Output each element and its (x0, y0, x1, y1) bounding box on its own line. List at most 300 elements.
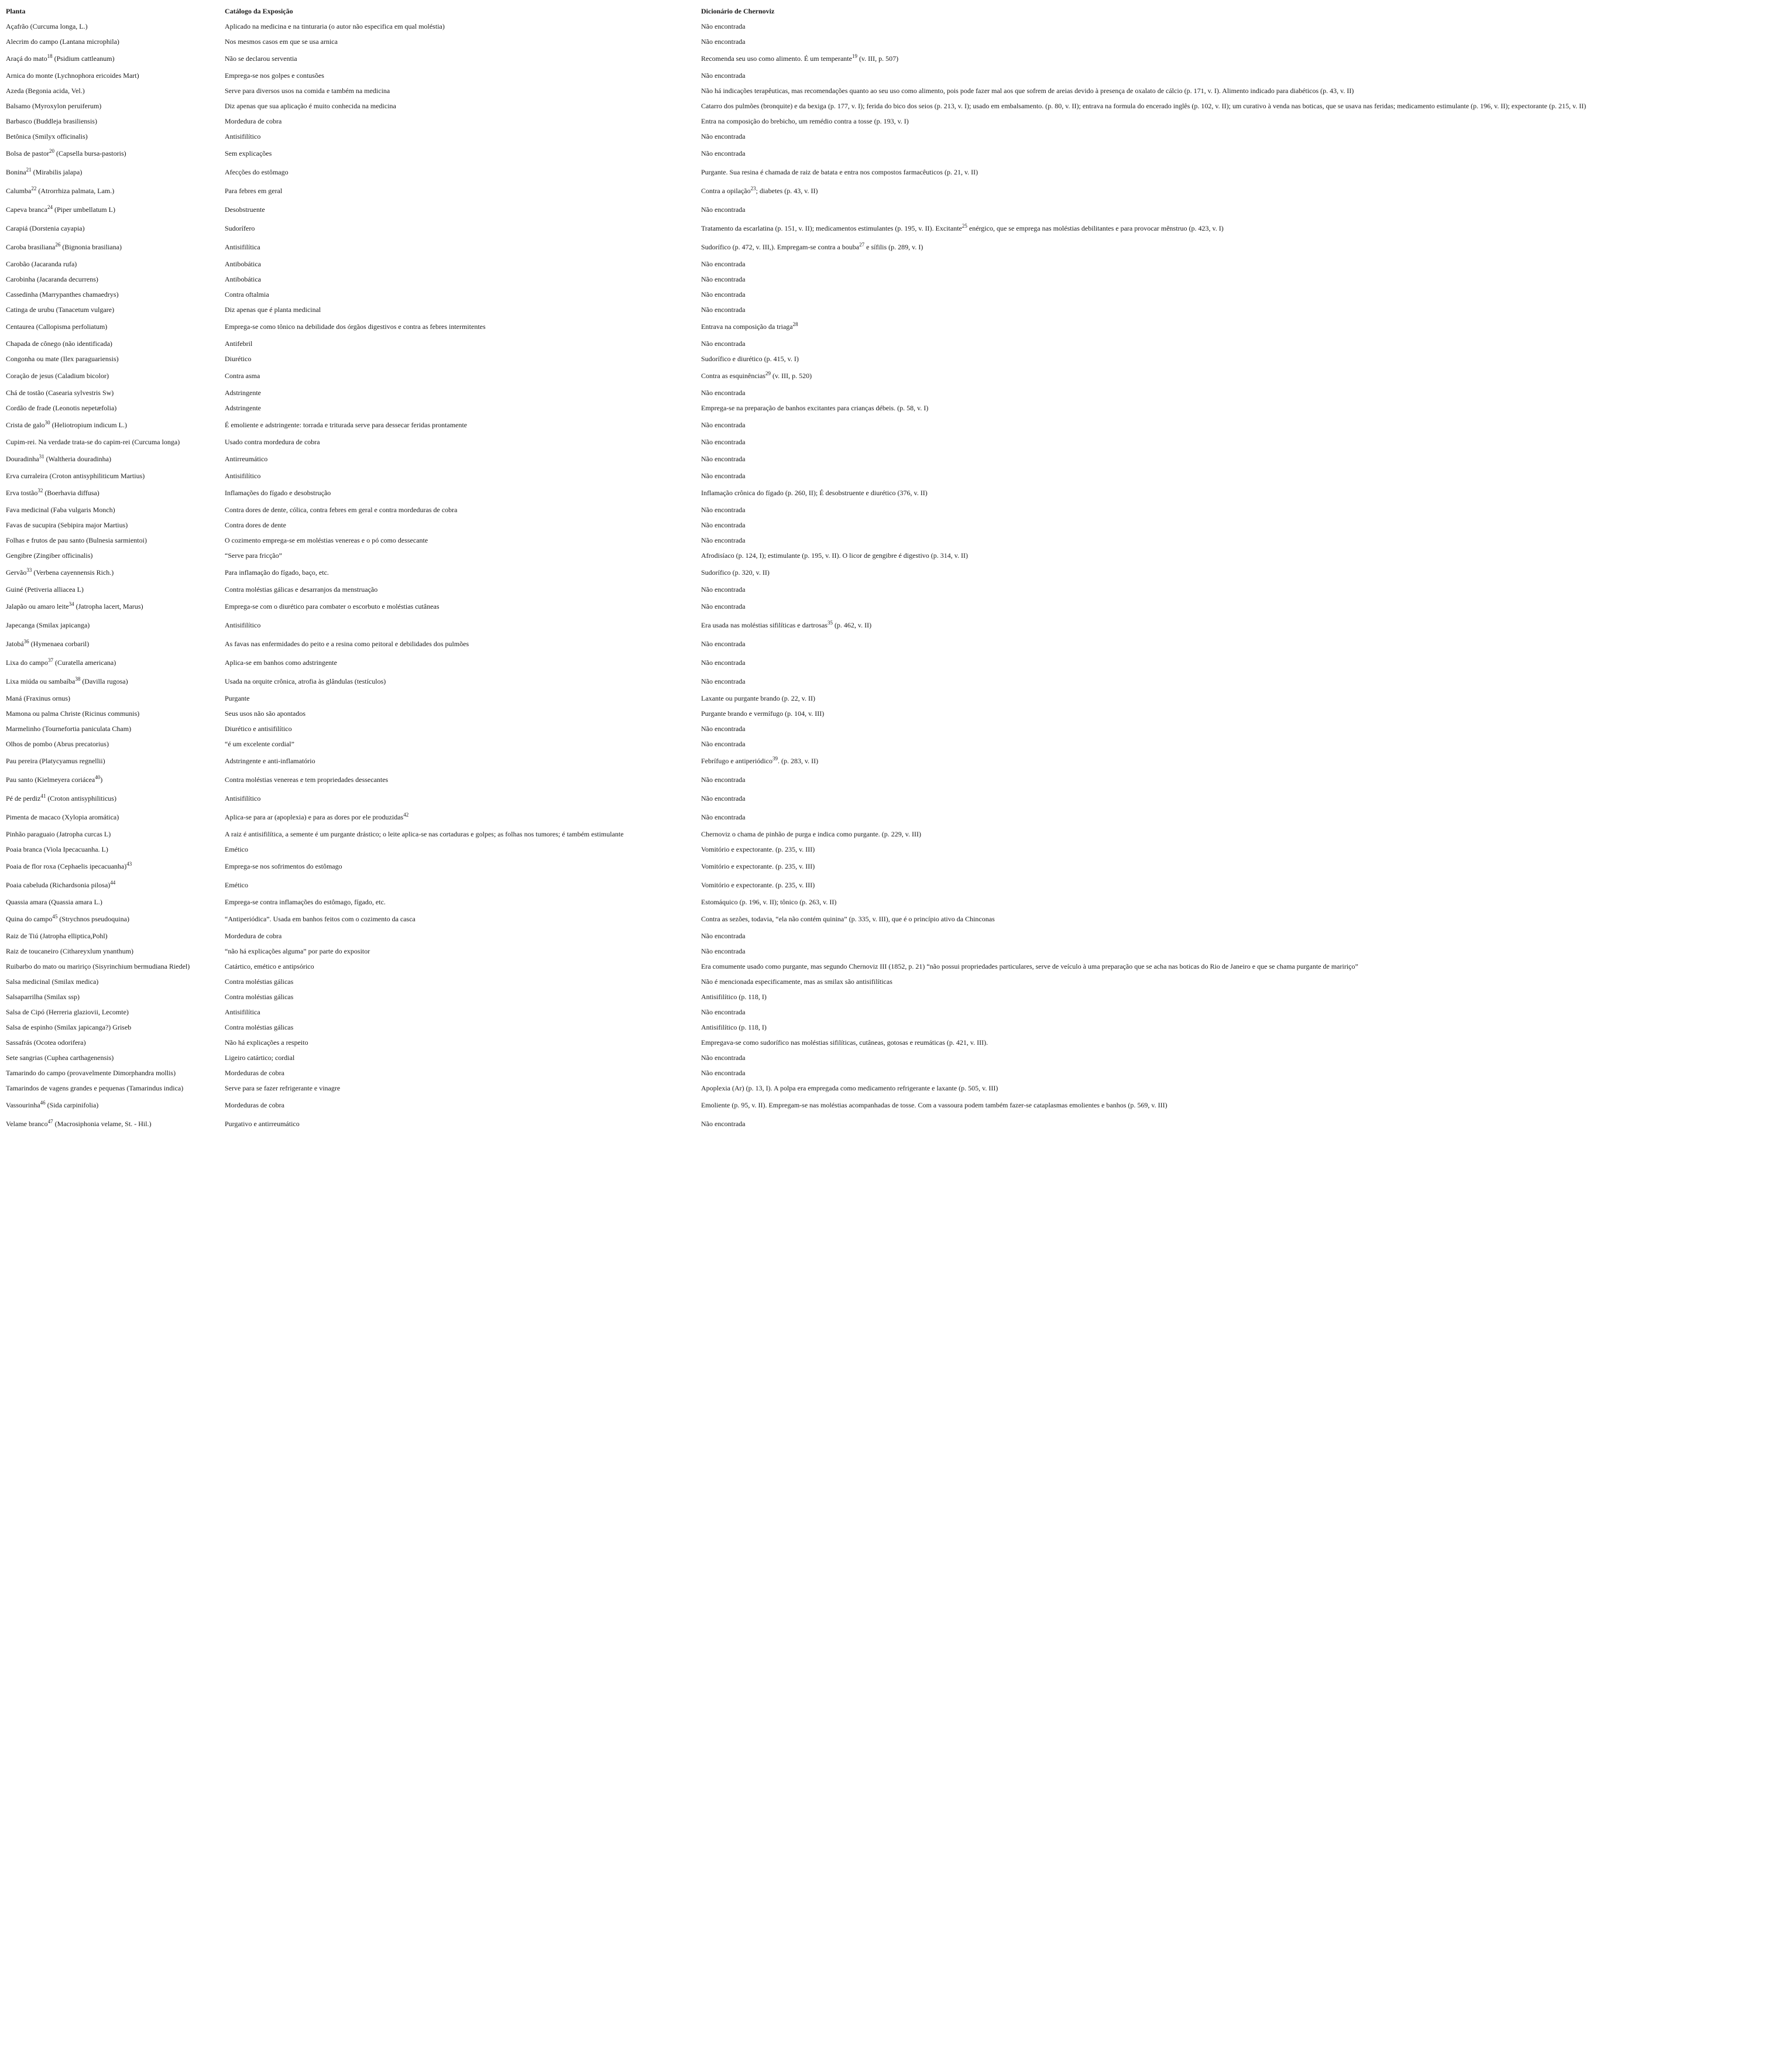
cell-catalogo (224, 989, 699, 1004)
cell-catalogo (224, 219, 699, 238)
table-row (5, 808, 1765, 826)
table-row (5, 842, 1765, 857)
cell-planta-text: Salsa medicinal (Smilax medica) (6, 977, 99, 986)
cell-planta-text: Raiz de Tiú (Jatropha elliptica,Pohl) (6, 932, 108, 940)
cell-planta-text: Arnica do monte (Lychnophora ericoides Mart) (6, 71, 139, 80)
table-row (5, 517, 1765, 533)
table-row (5, 400, 1765, 416)
cell-planta-text: Vassourinha (6, 1101, 40, 1109)
cell-dicionario-text: Apoplexia (Ar) (p. 13, I). A polpa era empregada como medicamento refrigerante e laxante (p. 505, v. III) (701, 1084, 998, 1092)
cell-planta-text: Quassia amara (Quassia amara L.) (6, 898, 102, 906)
cell-dicionario-text: Não encontrada (701, 71, 746, 80)
cell-planta-text: Jalapão ou amaro leite (6, 602, 69, 610)
cell-dicionario (700, 400, 1765, 416)
table-row (5, 468, 1765, 483)
cell-catalogo (224, 1080, 699, 1096)
table-row (5, 770, 1765, 789)
cell-planta-text-rest: (Hymenaea corbaril) (29, 640, 90, 648)
cell-planta-text-rest: (Verbena cayennensis Rich.) (32, 568, 114, 577)
cell-planta (5, 219, 222, 238)
cell-planta-text: Calumba (6, 187, 32, 195)
table-row (5, 181, 1765, 200)
table-row (5, 483, 1765, 502)
cell-catalogo-text: Contra oftalmia (225, 290, 269, 299)
cell-catalogo (224, 200, 699, 219)
cell-planta (5, 144, 222, 163)
footnote-marker: 43 (126, 861, 132, 867)
table-row (5, 450, 1765, 468)
cell-dicionario-text: Chernoviz o chama de pinhão de purga e indica como purgante. (p. 229, v. III) (701, 830, 921, 838)
cell-planta (5, 1020, 222, 1035)
cell-catalogo (224, 691, 699, 706)
cell-planta-text: Folhas e frutos de pau santo (Bulnesia sarmientoi) (6, 536, 147, 544)
cell-dicionario (700, 616, 1765, 634)
table-row (5, 653, 1765, 672)
cell-dicionario (700, 1080, 1765, 1096)
cell-planta (5, 1065, 222, 1080)
cell-dicionario (700, 533, 1765, 548)
cell-catalogo-text: Sem explicações (225, 149, 272, 157)
cell-planta-text-rest: (Macrosiphonia velame, St. - Hil.) (53, 1120, 152, 1128)
cell-planta (5, 582, 222, 597)
cell-planta-text-rest: (Strychnos pseudoquina) (57, 915, 129, 923)
cell-catalogo-text: Mordedura de cobra (225, 117, 282, 125)
cell-planta (5, 876, 222, 894)
table-row (5, 219, 1765, 238)
cell-dicionario-text: Não encontrada (701, 438, 746, 446)
cell-dicionario-text: Laxante ou purgante brando (p. 22, v. II) (701, 694, 815, 702)
cell-dicionario-text: Estomáquico (p. 196, v. II); tônico (p. 263, v. II) (701, 898, 837, 906)
cell-dicionario (700, 468, 1765, 483)
cell-dicionario-text: Não encontrada (701, 947, 746, 955)
cell-dicionario-text: Não encontrada (701, 640, 746, 648)
cell-catalogo (224, 910, 699, 928)
cell-planta (5, 691, 222, 706)
cell-dicionario (700, 826, 1765, 842)
cell-catalogo (224, 721, 699, 736)
cell-catalogo-text: Antisifilítico (225, 472, 261, 480)
cell-dicionario-text: Não encontrada (701, 585, 746, 594)
cell-planta-text: Pimenta de macaco (Xylopia aromática) (6, 813, 119, 821)
footnote-marker: 40 (95, 774, 101, 780)
cell-dicionario (700, 582, 1765, 597)
cell-dicionario-text: Recomenda seu uso como alimento. É um temperante (701, 54, 852, 63)
cell-planta-text: Betônica (Smilyx officinalis) (6, 132, 88, 140)
footnote-marker: 46 (40, 1100, 46, 1106)
table-row (5, 287, 1765, 302)
cell-dicionario-text: Empregava-se como sudorífico nas moléstias sifilíticas, cutâneas, gotosas e reumáticas (p. 421, v. III). (701, 1038, 988, 1047)
cell-dicionario-text: Febrífugo e antiperiódico (701, 757, 772, 765)
cell-planta (5, 653, 222, 672)
cell-planta-text: Catinga de urubu (Tanacetum vulgare) (6, 306, 115, 314)
cell-catalogo (224, 959, 699, 974)
cell-catalogo (224, 351, 699, 366)
footnote-marker: 26 (55, 242, 61, 248)
cell-planta (5, 287, 222, 302)
cell-dicionario-text: Não encontrada (701, 658, 746, 667)
cell-catalogo (224, 582, 699, 597)
cell-planta-text: Cassedinha (Marrypanthes chamaedrys) (6, 290, 119, 299)
cell-catalogo-text: Antibobática (225, 260, 261, 268)
cell-catalogo (224, 1065, 699, 1080)
cell-catalogo-text: Contra moléstias gálicas (225, 977, 294, 986)
cell-catalogo (224, 1004, 699, 1020)
cell-planta-text: Chá de tostão (Casearia sylvestris Sw) (6, 389, 114, 397)
cell-catalogo (224, 68, 699, 83)
cell-dicionario-text: Contra as esquinências (701, 372, 765, 380)
cell-dicionario (700, 351, 1765, 366)
table-row (5, 256, 1765, 272)
cell-planta-text: Jatobá (6, 640, 24, 648)
footnote-marker: 28 (792, 321, 798, 327)
cell-catalogo-text: Contra dores de dente (225, 521, 286, 529)
cell-planta-text: Poaia de flor roxa (Cephaelis ipecacuanha) (6, 862, 127, 870)
cell-dicionario-text-rest: (v. III, p. 507) (857, 54, 899, 63)
footnote-marker: 41 (40, 793, 46, 799)
cell-catalogo-text: Contra moléstias gálicas (225, 993, 294, 1001)
cell-catalogo-text: Diz apenas que é planta medicinal (225, 306, 321, 314)
cell-catalogo (224, 928, 699, 944)
cell-planta-text: Azeda (Begonia acida, Vel.) (6, 87, 85, 95)
cell-dicionario-text: Entrava na composição da triaga (701, 323, 793, 331)
cell-planta-text: Salsaparrilha (Smilax ssp) (6, 993, 80, 1001)
cell-catalogo-text: Emprega-se nos golpes e contusões (225, 71, 324, 80)
cell-planta (5, 468, 222, 483)
cell-dicionario (700, 672, 1765, 691)
cell-dicionario (700, 1114, 1765, 1133)
cell-catalogo (224, 533, 699, 548)
cell-planta-text: Carobinha (Jacaranda decurrens) (6, 275, 98, 283)
cell-dicionario (700, 144, 1765, 163)
cell-catalogo (224, 974, 699, 989)
cell-planta-text: Poaia cabeluda (Richardsonia pilosa) (6, 881, 111, 889)
cell-planta (5, 736, 222, 752)
cell-dicionario-text: Não encontrada (701, 339, 746, 348)
cell-planta-text: Pau pereira (Platycyamus regnellii) (6, 757, 105, 765)
cell-planta-text-rest: (Mirabilis jalapa) (31, 168, 83, 176)
plants-comparison-table (4, 4, 1765, 1133)
cell-planta (5, 1096, 222, 1114)
cell-dicionario (700, 272, 1765, 287)
cell-planta (5, 450, 222, 468)
cell-planta (5, 517, 222, 533)
cell-catalogo (224, 944, 699, 959)
cell-catalogo-text: Não se declarou serventia (225, 54, 297, 63)
cell-planta (5, 416, 222, 434)
cell-catalogo (224, 1114, 699, 1133)
cell-catalogo-text: Mordeduras de cobra (225, 1069, 284, 1077)
cell-catalogo (224, 416, 699, 434)
table-row (5, 1080, 1765, 1096)
cell-catalogo-text: Antisifilítica (225, 1008, 260, 1016)
cell-dicionario (700, 287, 1765, 302)
table-row (5, 597, 1765, 616)
table-row (5, 752, 1765, 770)
cell-planta (5, 563, 222, 582)
table-row (5, 336, 1765, 351)
cell-planta-text: Araçá do mato (6, 54, 47, 63)
cell-dicionario-text: Antisifilítico (p. 118, I) (701, 993, 767, 1001)
cell-planta-text: Mamona ou palma Christe (Ricinus communis) (6, 709, 140, 718)
table-row (5, 894, 1765, 910)
cell-catalogo (224, 548, 699, 563)
cell-planta-text-rest: (Boerhavia diffusa) (43, 489, 99, 497)
table-row (5, 857, 1765, 876)
cell-catalogo-text: Diz apenas que sua aplicação é muito conhecida na medicina (225, 102, 396, 110)
cell-dicionario (700, 219, 1765, 238)
table-row (5, 114, 1765, 129)
cell-catalogo (224, 842, 699, 857)
cell-dicionario (700, 876, 1765, 894)
cell-dicionario-text: Inflamação crônica do fígado (p. 260, II); É desobstruente e diurético (376, v. II) (701, 489, 928, 497)
cell-dicionario (700, 910, 1765, 928)
cell-catalogo (224, 400, 699, 416)
cell-dicionario (700, 1065, 1765, 1080)
cell-catalogo (224, 1096, 699, 1114)
cell-planta (5, 770, 222, 789)
cell-catalogo-text: Antisifilítica (225, 243, 260, 251)
document-page (4, 4, 1761, 1133)
cell-dicionario-text: Não encontrada (701, 932, 746, 940)
cell-catalogo (224, 49, 699, 68)
cell-dicionario-text: Emprega-se na preparação de banhos excitantes para crianças débeis. (p. 58, v. I) (701, 404, 929, 412)
cell-planta (5, 19, 222, 34)
footnote-marker: 36 (23, 639, 29, 644)
cell-catalogo (224, 163, 699, 181)
table-row (5, 366, 1765, 385)
cell-dicionario-text: Sudorífico e diurético (p. 415, v. I) (701, 355, 799, 363)
footnote-marker: 20 (49, 148, 54, 154)
cell-planta-text: Favas de sucupira (Sebipira major Martius) (6, 521, 128, 529)
table-row (5, 928, 1765, 944)
cell-catalogo (224, 302, 699, 317)
table-row (5, 1065, 1765, 1080)
cell-planta (5, 181, 222, 200)
cell-catalogo (224, 19, 699, 34)
cell-dicionario (700, 842, 1765, 857)
cell-planta-text: Salsa de espinho (Smilax japicanga?) Griseb (6, 1023, 132, 1031)
cell-catalogo (224, 808, 699, 826)
cell-catalogo-text: Diurético (225, 355, 252, 363)
cell-planta (5, 302, 222, 317)
cell-planta (5, 434, 222, 450)
cell-dicionario (700, 98, 1765, 114)
cell-dicionario (700, 944, 1765, 959)
cell-planta-text-rest: (Croton antisyphiliticus) (46, 794, 116, 802)
footnote-marker: 35 (827, 620, 833, 626)
cell-dicionario (700, 548, 1765, 563)
cell-catalogo-text: Não há explicações a respeito (225, 1038, 308, 1047)
cell-planta (5, 910, 222, 928)
cell-planta (5, 842, 222, 857)
cell-dicionario-text: Não encontrada (701, 813, 746, 821)
table-row (5, 876, 1765, 894)
table-row (5, 582, 1765, 597)
cell-catalogo (224, 450, 699, 468)
cell-dicionario-text: Purgante. Sua resina é chamada de raiz de batata e entra nos compostos farmacêuticos (p. 21, v. II) (701, 168, 978, 176)
cell-catalogo-text: Contra moléstias gálicas (225, 1023, 294, 1031)
cell-catalogo-text: As favas nas enfermidades do peito e a resina como peitoral e debilidades dos pulmões (225, 640, 469, 648)
table-row (5, 634, 1765, 653)
table-row (5, 1050, 1765, 1065)
footnote-marker: 44 (110, 880, 116, 886)
cell-planta (5, 238, 222, 256)
cell-planta-text: Gervão (6, 568, 27, 577)
table-header-row (5, 4, 1765, 19)
cell-dicionario-text: Contra a opilação (701, 187, 751, 195)
cell-planta-text: Salsa de Cipó (Herreria glaziovii, Lecomte) (6, 1008, 129, 1016)
cell-dicionario (700, 1004, 1765, 1020)
cell-planta-text-rest: (Davilla rugosa) (80, 677, 128, 685)
cell-planta (5, 163, 222, 181)
cell-dicionario-text: Não é mencionada especificamente, mas as smilax são antisifilíticas (701, 977, 892, 986)
cell-planta-text-rest: (Curatella americana) (53, 658, 116, 667)
cell-dicionario-text: Não encontrada (701, 37, 746, 46)
cell-dicionario-text: Não encontrada (701, 275, 746, 283)
cell-dicionario (700, 238, 1765, 256)
cell-catalogo (224, 517, 699, 533)
footnote-marker: 23 (750, 186, 756, 191)
cell-dicionario (700, 989, 1765, 1004)
cell-planta (5, 83, 222, 98)
table-row (5, 533, 1765, 548)
table-row (5, 163, 1765, 181)
cell-planta-text: Alecrim do campo (Lantana microphila) (6, 37, 119, 46)
cell-dicionario-text: Purgante brando e vermífugo (p. 104, v. III) (701, 709, 825, 718)
cell-dicionario-text-rest: enérgico, que se emprega nas moléstias debilitantes e para provocar mênstruo (p. 423, v. I) (967, 224, 1224, 232)
cell-catalogo-text: Contra moléstias gálicas e desarranjos da menstruação (225, 585, 378, 594)
footnote-marker: 37 (47, 657, 53, 663)
cell-dicionario-text: Contra as sezões, todavia, “ela não contém quinina” (p. 335, v. III), que é o princípio ativo da Chinconas (701, 915, 995, 923)
cell-catalogo-text: Desobstruente (225, 205, 265, 214)
cell-planta (5, 400, 222, 416)
cell-catalogo (224, 1050, 699, 1065)
table-row (5, 736, 1765, 752)
cell-dicionario (700, 256, 1765, 272)
table-row (5, 502, 1765, 517)
cell-planta-text: Bolsa de pastor (6, 149, 49, 157)
cell-catalogo (224, 468, 699, 483)
cell-planta (5, 857, 222, 876)
cell-dicionario-text: Não encontrada (701, 389, 746, 397)
cell-dicionario (700, 857, 1765, 876)
cell-catalogo (224, 238, 699, 256)
cell-planta (5, 1080, 222, 1096)
cell-dicionario-text-rest: e sífilis (p. 289, v. I) (864, 243, 923, 251)
cell-catalogo-text: A raiz é antisifilítica, a semente é um purgante drástico; o leite aplica-se nas cortaduras e golpes; as folhas nos tumores; é também estimulante (225, 830, 624, 838)
cell-planta-text: Carapiá (Dorstenia cayapia) (6, 224, 85, 232)
cell-catalogo (224, 736, 699, 752)
cell-catalogo (224, 385, 699, 400)
cell-planta-text-rest: (Waltheria douradinha) (44, 455, 111, 463)
table-row (5, 434, 1765, 450)
table-row (5, 351, 1765, 366)
cell-planta (5, 789, 222, 808)
footnote-marker: 31 (39, 454, 44, 459)
cell-catalogo (224, 336, 699, 351)
cell-catalogo-text: Aplica-se para ar (apoplexia) e para as dores por ele produzidas (225, 813, 404, 821)
cell-planta-text: Gengibre (Zingiber officinalis) (6, 551, 93, 560)
cell-dicionario (700, 974, 1765, 989)
cell-catalogo (224, 181, 699, 200)
cell-catalogo (224, 770, 699, 789)
cell-dicionario-text: Não encontrada (701, 677, 746, 685)
cell-planta (5, 68, 222, 83)
table-row (5, 98, 1765, 114)
cell-dicionario-text-rest: (v. III, p. 520) (770, 372, 812, 380)
cell-catalogo (224, 129, 699, 144)
cell-dicionario-text: Sudorífico (p. 472, v. III,). Empregam-se contra a bouba (701, 243, 860, 251)
cell-dicionario-text: Não encontrada (701, 521, 746, 529)
table-row (5, 691, 1765, 706)
cell-catalogo (224, 98, 699, 114)
cell-catalogo (224, 256, 699, 272)
cell-planta (5, 959, 222, 974)
cell-catalogo-text: Mordeduras de cobra (225, 1101, 284, 1109)
cell-dicionario (700, 34, 1765, 49)
cell-planta-text: Douradinha (6, 455, 39, 463)
footnote-marker: 25 (962, 223, 967, 229)
cell-planta (5, 317, 222, 336)
cell-dicionario-text: Entra na composição do brebicho, um remédio contra a tosse (p. 193, v. I) (701, 117, 909, 125)
cell-dicionario-text: Vomitório e expectorante. (p. 235, v. III) (701, 881, 815, 889)
cell-dicionario-text: Vomitório e expectorante. (p. 235, v. III) (701, 845, 815, 853)
cell-planta-text: Caroba brasiliana (6, 243, 56, 251)
cell-planta-text: Lixa miúda ou sambaíba (6, 677, 75, 685)
footnote-marker: 27 (859, 242, 865, 248)
table-row (5, 1004, 1765, 1020)
table-row (5, 721, 1765, 736)
cell-catalogo (224, 483, 699, 502)
cell-catalogo (224, 1035, 699, 1050)
cell-dicionario-text: Não encontrada (701, 725, 746, 733)
cell-dicionario (700, 502, 1765, 517)
cell-dicionario-text-rest: (p. 462, v. II) (832, 621, 872, 629)
cell-catalogo-text: Contra dores de dente, cólica, contra febres em geral e contra mordeduras de cobra (225, 506, 458, 514)
cell-catalogo-text: Usada na orquite crônica, atrofia às glândulas (testículos) (225, 677, 386, 685)
cell-catalogo-text: Emético (225, 881, 248, 889)
cell-catalogo-text: Aplica-se em banhos como adstringente (225, 658, 337, 667)
cell-planta (5, 385, 222, 400)
cell-dicionario (700, 336, 1765, 351)
cell-planta (5, 272, 222, 287)
cell-catalogo (224, 34, 699, 49)
cell-dicionario-text: Não encontrada (701, 421, 746, 429)
cell-planta-text: Erva tostão (6, 489, 38, 497)
cell-catalogo (224, 672, 699, 691)
cell-planta-text: Pinhão paraguaio (Jatropha curcas L) (6, 830, 111, 838)
table-row (5, 1020, 1765, 1035)
cell-catalogo-text: Emprega-se nos sofrimentos do estômago (225, 862, 342, 870)
cell-planta-text: Quina do campo (6, 915, 53, 923)
cell-dicionario-text: Não encontrada (701, 306, 746, 314)
cell-planta (5, 928, 222, 944)
cell-catalogo-text: Purgativo e antirreumático (225, 1120, 300, 1128)
cell-planta-text-rest: ) (100, 776, 103, 784)
cell-dicionario (700, 691, 1765, 706)
table-row (5, 302, 1765, 317)
cell-planta-text: Crista de galo (6, 421, 45, 429)
cell-dicionario (700, 1035, 1765, 1050)
footnote-marker: 18 (47, 53, 53, 59)
footnote-marker: 34 (68, 601, 74, 607)
cell-catalogo (224, 317, 699, 336)
cell-catalogo-text: Afecções do estômago (225, 168, 289, 176)
cell-planta-text: Açafrão (Curcuma longa, L.) (6, 22, 88, 30)
cell-dicionario (700, 770, 1765, 789)
cell-catalogo (224, 287, 699, 302)
cell-catalogo (224, 616, 699, 634)
